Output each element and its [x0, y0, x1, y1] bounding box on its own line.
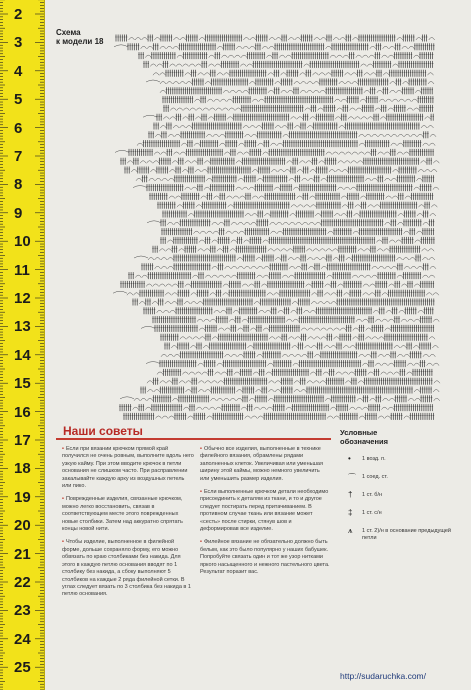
cluster-stitch-icon: ⩚ — [348, 526, 353, 535]
ruler-number: 2 — [14, 6, 23, 23]
tip-paragraph: • Чтобы изделие, выполненное в филейной форме, дольше сохраняло форму, его можно обвязать по краю столбиками без накида. Для этого в каждую петлю основания вводят по 1 столбику без накида, а сбоку выполняют 5 столбиков на каждые 2 ряда филейной сетки. В углах следует вязать по 3 столбика без накида в 1 петлю основания. — [62, 539, 191, 598]
legend-label: 1 возд. п. — [362, 456, 386, 462]
chain-stitch-icon: • — [348, 454, 351, 463]
ruler-number: 7 — [14, 148, 23, 165]
ruler-number: 18 — [14, 460, 31, 478]
ruler-number: 16 — [14, 403, 31, 421]
tips-title: Наши советы — [63, 424, 143, 438]
tips-divider — [56, 438, 331, 440]
legend-label: 1 ст. 2)/н в основание предыдущей петли — [362, 528, 451, 541]
ruler-number: 23 — [14, 602, 31, 620]
ruler-number: 6 — [14, 119, 23, 137]
legend-title-line2: обозначения — [340, 437, 388, 446]
legend-title-line1: Условные — [340, 428, 378, 437]
ruler-number: 20 — [14, 517, 31, 535]
ruler-number: 9 — [14, 204, 23, 222]
schema-title-line1: Схема — [56, 28, 81, 37]
slip-stitch-icon: ⌒ — [348, 473, 356, 482]
tip-paragraph: • Филейное вязание не обязательно должно быть белым, как это было популярно у наших бабушек. Попробуйте связать один и тот же узор нитками яркого насыщенного и нежного пастельного цвета. Результат поразит вас. — [200, 539, 330, 576]
single-crochet-icon: † — [348, 490, 353, 499]
tip-paragraph: • Если выполненные крючком детали необходимо присоединить к деталям из ткани, и то и другое следует постирать перед притачиванием. В противном случае ткань или вязание может «сесть» после стирки, стянув шов и деформировав все изделие. — [200, 489, 329, 533]
tips-column-1 — [62, 446, 194, 605]
schema-title-line2: к модели 18 — [56, 37, 104, 46]
legend-label: 1 ст. б/н — [362, 492, 383, 498]
ruler-number: 22 — [14, 574, 31, 591]
ruler-number: 25 — [14, 659, 31, 677]
source-url[interactable]: http://sudaruchka.com/ — [340, 671, 426, 681]
legend-item — [340, 490, 460, 504]
legend-label: 1 ст. с/н — [362, 510, 382, 516]
ruler-number: 13 — [14, 318, 31, 336]
ruler-number: 21 — [14, 545, 31, 563]
ruler-number: 10 — [14, 233, 31, 251]
measuring-ruler — [0, 0, 45, 690]
ruler-number: 8 — [14, 176, 23, 194]
ruler-number: 17 — [14, 432, 31, 449]
ruler-number: 15 — [14, 375, 31, 393]
ruler-number: 19 — [14, 488, 31, 506]
legend-item — [340, 508, 460, 522]
legend-item — [340, 472, 460, 486]
ruler-number: 24 — [14, 630, 31, 648]
ruler-number: 14 — [14, 346, 31, 364]
legend — [340, 428, 460, 541]
tip-paragraph: • Поврежденные изделия, связанные крючком, можно легко восстановить, связав в соответствующем месте этого поврежденных новые столбики. Затем над аккуратно спрятать концы новой нити. — [62, 496, 183, 533]
tips-column-2 — [200, 446, 330, 583]
filet-crochet-chart — [56, 24, 446, 424]
tip-paragraph: • Обычно все изделия, выполненные в технике филейного вязания, обрамлены рядами заполненных клеток. Увеличивая или уменьшая ширину этой каймы, можно немного увеличить или уменьшить размер изделия. — [200, 446, 323, 482]
tip-paragraph: • Если при вязании крючком прямой край получился не очень ровным, выполните вдоль него узкую кайму. При этом вводите крючок в петли основания не слишком часто. При расправлении закалывайте каждую арку из воздушных петель или пико. — [62, 446, 194, 490]
legend-label: 1 соед. ст. — [362, 474, 388, 480]
ruler-number: 3 — [14, 34, 23, 52]
ruler-number: 5 — [14, 91, 23, 109]
ruler-number: 11 — [14, 261, 30, 279]
ruler-number: 12 — [14, 290, 31, 307]
ruler-number: 4 — [14, 62, 23, 80]
legend-item — [340, 454, 460, 468]
legend-item — [340, 526, 460, 540]
double-crochet-icon: ‡ — [348, 508, 353, 517]
